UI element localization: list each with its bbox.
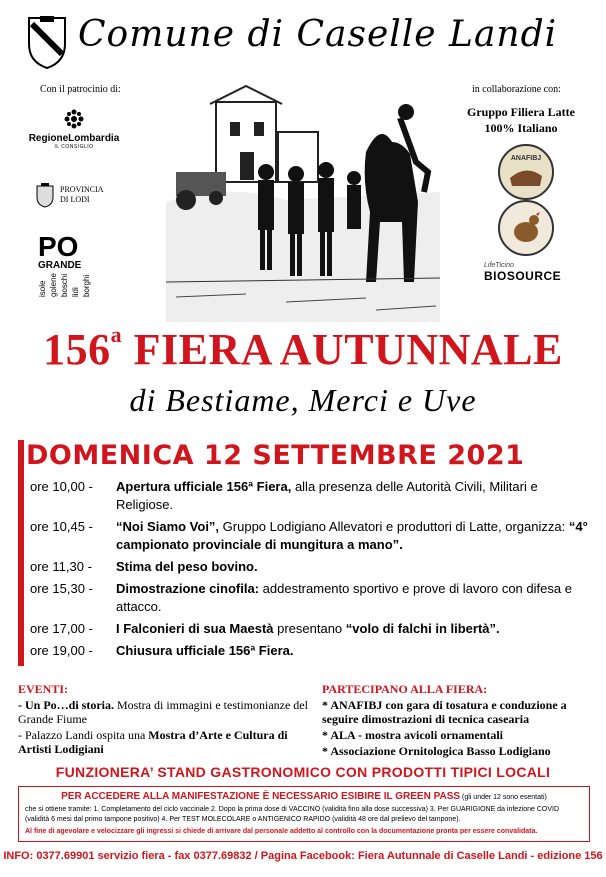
green-pass-note: (gli under 12 sono esentati) <box>460 794 547 801</box>
po-col: isole <box>38 280 47 298</box>
schedule-item <box>30 580 596 616</box>
schedule-extra-bold: “4° campionato provinciale di mungitura a mano”. <box>116 519 588 552</box>
schedule-time: ore 10,45 - <box>30 519 93 534</box>
fiera-subtitle: di Bestiame, Merci e Uve <box>129 382 477 418</box>
green-pass-title-text: PER ACCEDERE ALLA MANIFESTAZIONE È NECESSARIO ESIBIRE IL GREEN PASS <box>61 791 461 802</box>
stand-gastronomico-banner: FUNZIONERA’ STAND GASTRONOMICO CON PRODOTTI TIPICI LOCALI <box>55 764 551 780</box>
partecipano-item: * ALA - mostra avicoli ornamentali <box>322 728 503 742</box>
title-number: 156 <box>43 325 111 374</box>
title-main: FIERA AUTUNNALE <box>122 325 563 374</box>
po-col: boschi <box>60 273 69 298</box>
schedule-time: ore 11,30 - <box>30 559 92 574</box>
schedule-bold: Apertura ufficiale 156ª Fiera, <box>116 479 292 494</box>
schedule-item <box>30 642 596 660</box>
provincia-lodi-logo <box>36 170 126 220</box>
schedule-bold: “Noi Siamo Voi”, <box>116 519 220 534</box>
eventi-heading: EVENTI: <box>18 682 69 696</box>
eventi-item1-bold: - Un Po…di storia. <box>18 698 114 712</box>
eventi-item <box>18 728 308 756</box>
gruppo-line2: 100% Italiano <box>484 121 558 135</box>
po-col: borghi <box>82 274 91 298</box>
schedule-bold: Stima del peso bovino. <box>116 559 258 574</box>
biosource-logo <box>484 262 574 302</box>
fair-illustration <box>166 82 440 322</box>
anafibj-logo <box>498 144 554 200</box>
po-grande-label: GRANDE <box>38 260 82 271</box>
partecipano-item: * Associazione Ornitologica Basso Lodigiano <box>322 744 551 758</box>
po-label: PO <box>38 231 79 262</box>
schedule-item <box>30 518 596 554</box>
regione-lombardia-logo <box>18 100 130 158</box>
schedule-text: addestramento sportivo e prove di lavoro con difesa e attacco. <box>116 581 572 614</box>
schedule-list <box>30 478 596 664</box>
title-sup: a <box>110 322 123 347</box>
page-title: Comune di Caselle Landi <box>78 14 558 55</box>
green-pass-advice: Al fine di agevolare e velocizzare gli ingressi si chiede di arrivare dal personale addetto al controllo con la documentazione pronta per essere convalidata. <box>25 828 538 835</box>
po-col: lidi <box>71 287 80 298</box>
schedule-extra-bold: “volo di falchi in libertà”. <box>345 621 500 636</box>
schedule-time: ore 19,00 - <box>30 643 93 658</box>
anafibj-label: ANAFIBJ <box>510 155 542 162</box>
schedule-red-bar <box>18 440 24 666</box>
schedule-time: ore 17,00 - <box>30 621 93 636</box>
gruppo-line1: Gruppo Filiera Latte <box>467 105 575 119</box>
regione-label: RegioneLombardia <box>28 132 120 144</box>
green-pass-box <box>18 786 590 842</box>
info-footer: INFO: 0377.69901 servizio fiera - fax 0377.69832 / Pagina Facebook: Fiera Autunnale di Caselle Landi - edizione 156 <box>3 850 603 862</box>
partecipano-heading: PARTECIPANO ALLA FIERA: <box>322 682 488 696</box>
eventi-list <box>18 698 308 758</box>
provincia-line2: DI LODI <box>60 195 90 204</box>
schedule-bold: Chiusura ufficiale 156ª Fiera. <box>116 643 294 658</box>
schedule-text: presentano <box>273 621 346 636</box>
fiera-title <box>0 322 606 375</box>
schedule-text: alla presenza delle Autorità Civili, Militari e Religiose. <box>116 479 538 512</box>
provincia-line1: PROVINCIA <box>60 185 104 194</box>
schedule-text: Gruppo Lodigiano Allevatori e produttori di Latte, organizza: <box>219 519 569 534</box>
crest-logo <box>26 14 68 70</box>
rose-camuna-icon <box>64 109 84 129</box>
eventi-item1-text: Mostra di immagini e testimonianze del Grande Fiume <box>18 698 308 726</box>
eventi-item2-text: - Palazzo Landi ospita una <box>18 728 149 742</box>
schedule-time: ore 15,30 - <box>30 581 93 596</box>
schedule-item <box>30 620 596 638</box>
date-heading: DOMENICA 12 SETTEMBRE 2021 <box>26 440 525 471</box>
green-pass-requirements: che si ottiene tramite: 1. Completamento del ciclo vaccinale 2. Dopo la prima dose di VACCINO (validità fino alla dose successiva) 3. Per GUARIGIONE da infezione COVID (validità 6 mesi dal primo tampone positivo) 4. Per TEST MOLECOLARE o ANTIGENICO RAPIDO (validità 48 ore dal prelievo del tampone). <box>25 806 560 823</box>
schedule-bold: Dimostrazione cinofila: <box>116 581 260 596</box>
ala-logo <box>498 200 554 256</box>
schedule-item <box>30 558 596 576</box>
schedule-time: ore 10,00 - <box>30 479 93 494</box>
partecipano-item: * ANAFIBJ con gara di tosatura e conduzione a seguire dimostrazioni di tecnica casearia <box>322 698 567 726</box>
partecipano-list <box>322 698 598 760</box>
schedule-bold: I Falconieri di sua Maestà <box>116 621 274 636</box>
regione-sub: IL CONSIGLIO <box>54 143 94 150</box>
bio-main-label: BIOSOURCE <box>484 269 562 283</box>
eventi-item <box>18 698 308 726</box>
collaborazione-label: in collaborazione con: <box>472 84 561 95</box>
po-grande-logo <box>38 231 118 334</box>
green-pass-title <box>19 791 589 802</box>
patrocinio-label: Con il patrocinio di: <box>40 84 121 95</box>
gruppo-filiera-latte <box>446 104 596 136</box>
bio-top-label: LifeTicino <box>484 262 514 269</box>
schedule-item <box>30 478 596 514</box>
po-col: golene <box>49 273 58 298</box>
eventi-item2-bold: Mostra d’Arte e Cultura di Artisti Lodigiani <box>18 728 288 756</box>
provincia-crest-icon <box>36 182 54 208</box>
